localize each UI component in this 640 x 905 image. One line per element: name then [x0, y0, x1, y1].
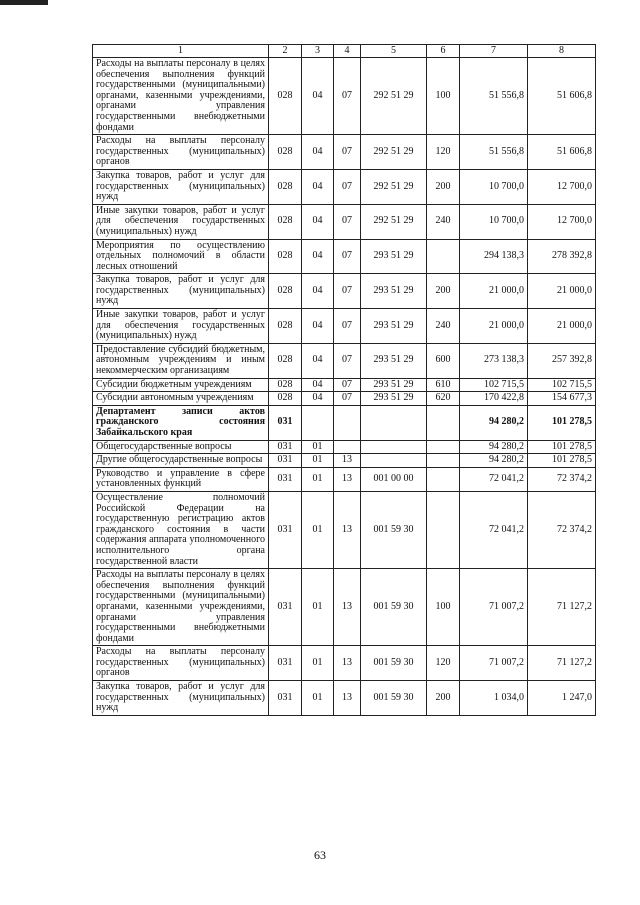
cell-section: 01 [302, 454, 334, 468]
cell-name: Другие общегосударственные вопросы [93, 454, 269, 468]
cell-ved-code: 028 [269, 58, 302, 135]
cell-amount-2: 72 374,2 [528, 467, 596, 491]
cell-ved-code: 028 [269, 204, 302, 239]
cell-target-item: 001 59 30 [361, 646, 427, 681]
cell-name: Закупка товаров, работ и услуг для государственных (муниципальных) нужд [93, 681, 269, 716]
cell-ved-code: 028 [269, 135, 302, 170]
cell-target-item: 293 51 29 [361, 343, 427, 378]
cell-expense-type: 240 [427, 309, 460, 344]
cell-subsection: 13 [334, 569, 361, 646]
table-row [93, 569, 596, 646]
table-row [93, 467, 596, 491]
cell-target-item: 001 59 30 [361, 569, 427, 646]
cell-target-item [361, 440, 427, 454]
cell-section: 04 [302, 135, 334, 170]
cell-expense-type [427, 491, 460, 568]
header-col-7: 7 [460, 45, 528, 58]
cell-target-item: 292 51 29 [361, 204, 427, 239]
cell-target-item: 001 00 00 [361, 467, 427, 491]
cell-amount-1: 94 280,2 [460, 454, 528, 468]
cell-subsection: 13 [334, 467, 361, 491]
cell-amount-1: 170 422,8 [460, 392, 528, 406]
cell-amount-1: 294 138,3 [460, 239, 528, 274]
cell-expense-type: 600 [427, 343, 460, 378]
header-col-4: 4 [334, 45, 361, 58]
cell-target-item: 293 51 29 [361, 309, 427, 344]
cell-amount-2: 101 278,5 [528, 454, 596, 468]
cell-expense-type [427, 239, 460, 274]
cell-subsection: 07 [334, 378, 361, 392]
cell-amount-2: 71 127,2 [528, 646, 596, 681]
cell-amount-2: 101 278,5 [528, 405, 596, 440]
cell-section: 04 [302, 343, 334, 378]
cell-target-item: 293 51 29 [361, 392, 427, 406]
cell-amount-1: 51 556,8 [460, 135, 528, 170]
cell-section: 04 [302, 392, 334, 406]
cell-subsection: 13 [334, 454, 361, 468]
cell-amount-1: 102 715,5 [460, 378, 528, 392]
page-number: 63 [314, 848, 326, 862]
cell-section: 01 [302, 569, 334, 646]
cell-ved-code: 031 [269, 491, 302, 568]
cell-name: Расходы на выплаты персоналу государственных (муниципальных) органов [93, 646, 269, 681]
cell-amount-2: 154 677,3 [528, 392, 596, 406]
table-row [93, 392, 596, 406]
cell-amount-2: 12 700,0 [528, 204, 596, 239]
cell-amount-1: 10 700,0 [460, 204, 528, 239]
cell-target-item: 293 51 29 [361, 239, 427, 274]
cell-expense-type: 610 [427, 378, 460, 392]
cell-amount-2: 102 715,5 [528, 378, 596, 392]
cell-expense-type: 200 [427, 169, 460, 204]
cell-amount-1: 94 280,2 [460, 440, 528, 454]
cell-ved-code: 028 [269, 378, 302, 392]
cell-subsection: 07 [334, 309, 361, 344]
cell-section: 04 [302, 239, 334, 274]
cell-target-item: 293 51 29 [361, 378, 427, 392]
cell-name: Предоставление субсидий бюджетным, автономным учреждениям и иным некоммерческим организациям [93, 343, 269, 378]
cell-name: Расходы на выплаты персоналу в целях обеспечения выполнения функций государственными (муниципальными) органами, казенными учреждениями, органами управления государственными внебюджетными фондами [93, 569, 269, 646]
table-row [93, 169, 596, 204]
cell-section: 04 [302, 309, 334, 344]
cell-name: Закупка товаров, работ и услуг для государственных (муниципальных) нужд [93, 169, 269, 204]
cell-section: 04 [302, 169, 334, 204]
cell-expense-type: 200 [427, 681, 460, 716]
cell-expense-type [427, 440, 460, 454]
cell-subsection: 07 [334, 343, 361, 378]
cell-amount-1: 94 280,2 [460, 405, 528, 440]
cell-name: Закупка товаров, работ и услуг для государственных (муниципальных) нужд [93, 274, 269, 309]
cell-name: Субсидии бюджетным учреждениям [93, 378, 269, 392]
table-row [93, 135, 596, 170]
cell-expense-type: 620 [427, 392, 460, 406]
header-col-5: 5 [361, 45, 427, 58]
cell-name: Иные закупки товаров, работ и услуг для обеспечения государственных (муниципальных) нужд [93, 309, 269, 344]
header-col-1: 1 [93, 45, 269, 58]
cell-ved-code: 031 [269, 405, 302, 440]
cell-expense-type: 120 [427, 135, 460, 170]
cell-amount-2: 21 000,0 [528, 274, 596, 309]
table-row [93, 204, 596, 239]
cell-amount-1: 51 556,8 [460, 58, 528, 135]
cell-amount-2: 101 278,5 [528, 440, 596, 454]
table-row [93, 378, 596, 392]
cell-section: 01 [302, 646, 334, 681]
cell-target-item: 001 59 30 [361, 681, 427, 716]
cell-expense-type: 200 [427, 274, 460, 309]
cell-name: Общегосударственные вопросы [93, 440, 269, 454]
cell-expense-type: 240 [427, 204, 460, 239]
cell-name: Руководство и управление в сфере установленных функций [93, 467, 269, 491]
cell-ved-code: 028 [269, 392, 302, 406]
cell-target-item [361, 454, 427, 468]
cell-amount-1: 72 041,2 [460, 491, 528, 568]
cell-target-item: 292 51 29 [361, 58, 427, 135]
cell-ved-code: 028 [269, 343, 302, 378]
cell-amount-2: 71 127,2 [528, 569, 596, 646]
cell-section: 01 [302, 467, 334, 491]
cell-expense-type [427, 467, 460, 491]
cell-target-item: 293 51 29 [361, 274, 427, 309]
cell-ved-code: 031 [269, 569, 302, 646]
cell-name: Расходы на выплаты персоналу государственных (муниципальных) органов [93, 135, 269, 170]
cell-expense-type: 100 [427, 58, 460, 135]
cell-subsection: 07 [334, 58, 361, 135]
cell-subsection: 07 [334, 239, 361, 274]
cell-amount-1: 72 041,2 [460, 467, 528, 491]
cell-subsection [334, 440, 361, 454]
table-row [93, 491, 596, 568]
cell-ved-code: 028 [269, 239, 302, 274]
scan-edge-mark [0, 0, 48, 5]
table-header-row [93, 45, 596, 58]
cell-amount-2: 278 392,8 [528, 239, 596, 274]
cell-subsection: 13 [334, 491, 361, 568]
cell-amount-2: 21 000,0 [528, 309, 596, 344]
cell-section: 01 [302, 491, 334, 568]
cell-subsection: 07 [334, 392, 361, 406]
table-row [93, 440, 596, 454]
cell-section: 04 [302, 378, 334, 392]
table-row [93, 239, 596, 274]
cell-name: Осуществление полномочий Российской Федерации на государственную регистрацию актов гражданского состояния в части содержания аппарата уполномоченного исполнительного органа государственной власти [93, 491, 269, 568]
cell-ved-code: 028 [269, 274, 302, 309]
cell-amount-2: 72 374,2 [528, 491, 596, 568]
cell-expense-type: 120 [427, 646, 460, 681]
cell-amount-2: 12 700,0 [528, 169, 596, 204]
cell-subsection: 07 [334, 204, 361, 239]
cell-ved-code: 028 [269, 169, 302, 204]
cell-amount-2: 51 606,8 [528, 135, 596, 170]
cell-ved-code: 031 [269, 467, 302, 491]
table-row [93, 309, 596, 344]
cell-amount-1: 273 138,3 [460, 343, 528, 378]
cell-subsection: 07 [334, 135, 361, 170]
cell-section: 04 [302, 274, 334, 309]
cell-amount-1: 10 700,0 [460, 169, 528, 204]
cell-ved-code: 031 [269, 681, 302, 716]
cell-subsection: 07 [334, 169, 361, 204]
cell-section: 01 [302, 440, 334, 454]
cell-amount-2: 51 606,8 [528, 58, 596, 135]
cell-target-item: 001 59 30 [361, 491, 427, 568]
cell-amount-1: 21 000,0 [460, 309, 528, 344]
header-col-2: 2 [269, 45, 302, 58]
cell-target-item: 292 51 29 [361, 169, 427, 204]
table-body [93, 58, 596, 716]
cell-expense-type [427, 454, 460, 468]
cell-section: 01 [302, 681, 334, 716]
cell-name: Субсидии автономным учреждениям [93, 392, 269, 406]
cell-ved-code: 031 [269, 646, 302, 681]
cell-name: Иные закупки товаров, работ и услуг для обеспечения государственных (муниципальных) нужд [93, 204, 269, 239]
cell-subsection: 13 [334, 646, 361, 681]
cell-expense-type: 100 [427, 569, 460, 646]
cell-amount-1: 71 007,2 [460, 569, 528, 646]
cell-ved-code: 031 [269, 440, 302, 454]
table-row [93, 646, 596, 681]
cell-amount-1: 21 000,0 [460, 274, 528, 309]
cell-ved-code: 031 [269, 454, 302, 468]
header-col-8: 8 [528, 45, 596, 58]
table-row [93, 454, 596, 468]
cell-target-item [361, 405, 427, 440]
table-row [93, 681, 596, 716]
cell-name: Расходы на выплаты персоналу в целях обеспечения выполнения функций государственными (муниципальными) органами, казенными учреждениями, органами управления государственными внебюджетными фондами [93, 58, 269, 135]
cell-name: Мероприятия по осуществлению отдельных полномочий в области лесных отношений [93, 239, 269, 274]
table-row [93, 343, 596, 378]
cell-section: 04 [302, 204, 334, 239]
cell-amount-2: 257 392,8 [528, 343, 596, 378]
cell-amount-2: 1 247,0 [528, 681, 596, 716]
cell-amount-1: 71 007,2 [460, 646, 528, 681]
header-col-3: 3 [302, 45, 334, 58]
cell-amount-1: 1 034,0 [460, 681, 528, 716]
table-row [93, 274, 596, 309]
table-row [93, 58, 596, 135]
cell-expense-type [427, 405, 460, 440]
cell-ved-code: 028 [269, 309, 302, 344]
cell-subsection: 07 [334, 274, 361, 309]
cell-subsection: 13 [334, 681, 361, 716]
cell-target-item: 292 51 29 [361, 135, 427, 170]
cell-subsection [334, 405, 361, 440]
cell-name: Департамент записи актов гражданского состояния Забайкальского края [93, 405, 269, 440]
header-col-6: 6 [427, 45, 460, 58]
cell-section: 04 [302, 58, 334, 135]
cell-section [302, 405, 334, 440]
table-row [93, 405, 596, 440]
budget-table [92, 44, 596, 716]
